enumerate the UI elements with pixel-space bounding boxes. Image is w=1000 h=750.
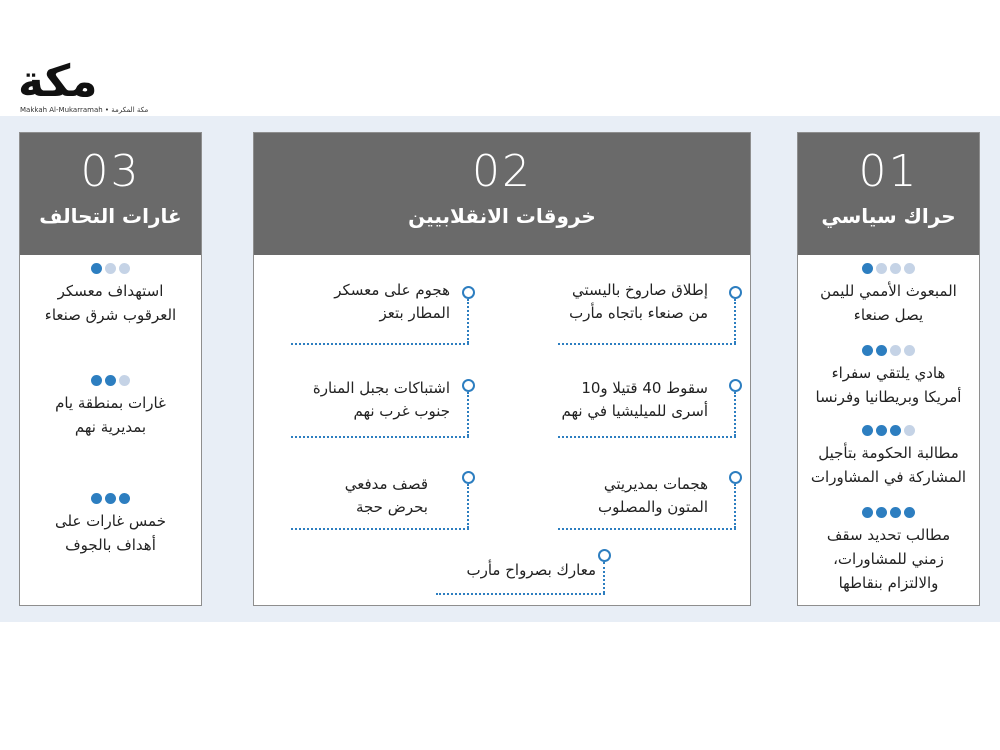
connector-line bbox=[734, 392, 736, 436]
item-line: بمديرية نهم bbox=[74, 418, 147, 436]
empty-dot bbox=[904, 263, 915, 274]
connector-line bbox=[734, 299, 736, 343]
filled-dot bbox=[862, 345, 873, 356]
connector-line bbox=[558, 436, 736, 438]
list-item bbox=[20, 375, 201, 439]
filled-dot bbox=[890, 425, 901, 436]
list-item bbox=[798, 507, 979, 595]
filled-dot bbox=[91, 375, 102, 386]
list-item bbox=[798, 345, 979, 409]
item-line: المبعوث الأممي لليمن bbox=[820, 282, 957, 300]
item-line: أسرى للميليشيا في نهم bbox=[561, 402, 708, 420]
empty-dot bbox=[119, 375, 130, 386]
empty-dot bbox=[876, 263, 887, 274]
filled-dot bbox=[890, 507, 901, 518]
filled-dot bbox=[876, 345, 887, 356]
timeline-item bbox=[268, 473, 428, 519]
timeline-item bbox=[528, 473, 708, 519]
logo bbox=[18, 56, 149, 118]
list-item bbox=[20, 493, 201, 557]
filled-dot bbox=[105, 493, 116, 504]
item-line: أهداف بالجوف bbox=[65, 536, 156, 554]
connector-line bbox=[291, 528, 469, 530]
connector-line bbox=[436, 593, 605, 595]
list-item bbox=[798, 425, 979, 489]
panel-header bbox=[254, 133, 750, 255]
item-line: هجوم على معسكر bbox=[334, 281, 450, 299]
timeline-item bbox=[416, 559, 596, 582]
progress-dots bbox=[798, 507, 979, 521]
empty-dot bbox=[904, 425, 915, 436]
empty-dot bbox=[904, 345, 915, 356]
panel-header bbox=[798, 133, 979, 255]
item-line: مطالب تحديد سقف bbox=[826, 526, 951, 544]
filled-dot bbox=[91, 493, 102, 504]
pin-icon bbox=[462, 471, 475, 484]
connector-line bbox=[734, 484, 736, 528]
item-line: زمني للمشاورات، bbox=[833, 550, 944, 568]
connector-line bbox=[467, 299, 469, 343]
logo-subtitle: Makkah Al-Mukarramah • مكة المكرمة bbox=[20, 106, 149, 114]
filled-dot bbox=[876, 507, 887, 518]
logo-wordmark: مكة bbox=[18, 56, 98, 107]
connector-line bbox=[467, 392, 469, 436]
item-line: اشتباكات بجبل المنارة bbox=[312, 379, 450, 397]
item-line: إطلاق صاروخ باليستي bbox=[572, 281, 708, 299]
pin-icon bbox=[462, 379, 475, 392]
panel-number: 03 bbox=[80, 146, 141, 197]
list-item bbox=[798, 263, 979, 327]
item-line: هجمات بمديريتي bbox=[603, 475, 708, 493]
item-line: المتون والمصلوب bbox=[598, 498, 708, 516]
list-item bbox=[20, 263, 201, 327]
panel-number: 01 bbox=[858, 146, 919, 197]
timeline-item bbox=[270, 377, 450, 423]
pin-icon bbox=[462, 286, 475, 299]
item-line: سقوط 40 قتيلا و10 bbox=[581, 379, 708, 397]
empty-dot bbox=[119, 263, 130, 274]
item-line: هادي يلتقي سفراء bbox=[831, 364, 946, 382]
item-line: يصل صنعاء bbox=[853, 306, 924, 324]
item-line: والالتزام بنقاطها bbox=[838, 574, 939, 592]
progress-dots bbox=[20, 263, 201, 277]
item-line: جنوب غرب نهم bbox=[353, 402, 450, 420]
panel-title: غارات التحالف bbox=[39, 204, 182, 228]
progress-dots bbox=[798, 263, 979, 277]
connector-line bbox=[291, 343, 469, 345]
item-line: غارات بمنطقة يام bbox=[55, 394, 166, 412]
item-line: المطار بتعز bbox=[379, 304, 450, 322]
pin-icon bbox=[729, 379, 742, 392]
filled-dot bbox=[876, 425, 887, 436]
empty-dot bbox=[890, 263, 901, 274]
item-line: العرقوب شرق صنعاء bbox=[44, 306, 177, 324]
panel-title: خروقات الانقلابيين bbox=[408, 204, 596, 228]
progress-dots bbox=[20, 493, 201, 507]
filled-dot bbox=[904, 507, 915, 518]
progress-dots bbox=[20, 375, 201, 389]
empty-dot bbox=[890, 345, 901, 356]
timeline-item bbox=[528, 279, 708, 325]
connector-line bbox=[291, 436, 469, 438]
progress-dots bbox=[798, 425, 979, 439]
connector-line bbox=[558, 528, 736, 530]
item-line: استهداف معسكر bbox=[57, 282, 164, 300]
panel-violations bbox=[253, 132, 751, 606]
item-line: خمس غارات على bbox=[55, 512, 166, 530]
connector-line bbox=[603, 562, 605, 593]
filled-dot bbox=[105, 375, 116, 386]
pin-icon bbox=[729, 471, 742, 484]
progress-dots bbox=[798, 345, 979, 359]
filled-dot bbox=[862, 507, 873, 518]
pin-icon bbox=[598, 549, 611, 562]
panel-header bbox=[20, 133, 201, 255]
panel-coalition-strikes bbox=[19, 132, 202, 606]
item-line: أمريكا وبريطانيا وفرنسا bbox=[815, 388, 962, 406]
filled-dot bbox=[119, 493, 130, 504]
panel-political-moves bbox=[797, 132, 980, 606]
timeline-item bbox=[528, 377, 708, 423]
connector-line bbox=[558, 343, 736, 345]
item-line: بحرض حجة bbox=[355, 498, 428, 516]
item-line: المشاركة في المشاورات bbox=[810, 468, 967, 486]
item-line: قصف مدفعي bbox=[344, 475, 428, 493]
item-line: من صنعاء باتجاه مأرب bbox=[569, 304, 708, 322]
filled-dot bbox=[862, 425, 873, 436]
pin-icon bbox=[729, 286, 742, 299]
item-line: مطالبة الحكومة بتأجيل bbox=[818, 444, 959, 462]
timeline-item bbox=[270, 279, 450, 325]
panel-number: 02 bbox=[472, 146, 532, 197]
filled-dot bbox=[91, 263, 102, 274]
panel-title: حراك سياسي bbox=[821, 204, 956, 228]
connector-line bbox=[467, 484, 469, 528]
item-line: معارك بصرواح مأرب bbox=[466, 561, 596, 579]
empty-dot bbox=[105, 263, 116, 274]
filled-dot bbox=[862, 263, 873, 274]
